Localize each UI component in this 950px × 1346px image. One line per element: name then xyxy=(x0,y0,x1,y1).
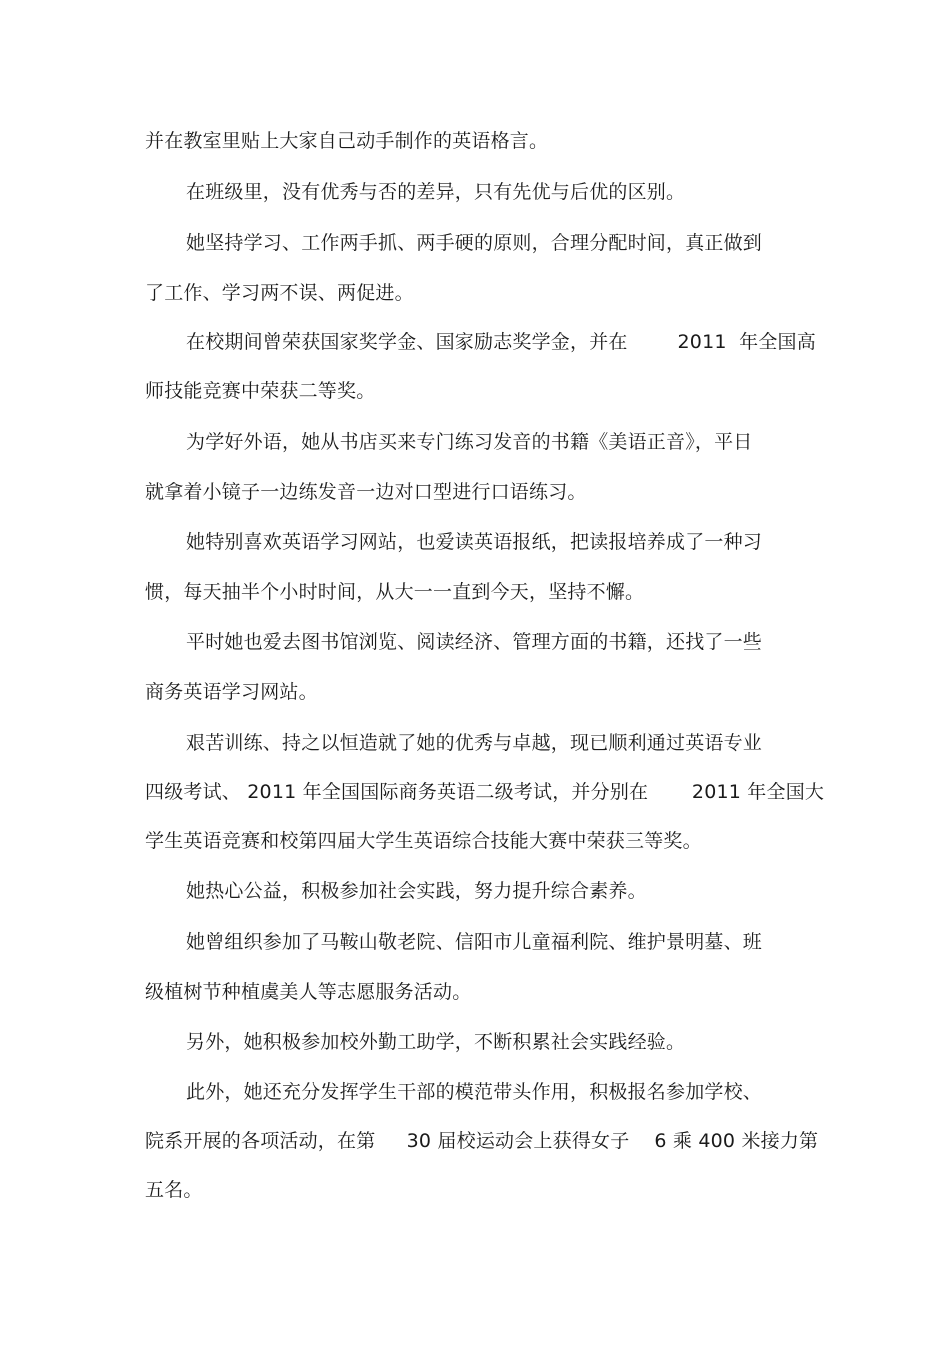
text-line: 师技能竞赛中荣获二等奖。 xyxy=(145,380,376,402)
text-line: 并在教室里贴上大家自己动手制作的英语格言。 xyxy=(145,130,549,152)
text-line: 商务英语学习网站。 xyxy=(145,681,318,703)
text-line: 级植树节种植虞美人等志愿服务活动。 xyxy=(145,981,472,1003)
text-line: 为学好外语，她从书店买来专门练习发音的书籍《美语正音》，平日 xyxy=(186,431,753,453)
text-line: 四级考试、 2011 年全国国际商务英语二级考试，并分别在 2011 年全国大 xyxy=(145,781,825,803)
text-line: 了工作、学习两不误、两促进。 xyxy=(145,282,414,304)
text-line: 她坚持学习、工作两手抓、两手硬的原则，合理分配时间，真正做到 xyxy=(186,232,763,254)
text-line: 就拿着小镜子一边练发音一边对口型进行口语练习。 xyxy=(145,481,587,503)
text-line: 艰苦训练、持之以恒造就了她的优秀与卓越，现已顺利通过英语专业 xyxy=(186,732,763,754)
text-line: 在班级里，没有优秀与否的差异，只有先优与后优的区别。 xyxy=(186,181,686,203)
text-line: 她曾组织参加了马鞍山敬老院、信阳市儿童福利院、维护景明墓、班 xyxy=(186,931,763,953)
text-line: 惯，每天抽半个小时时间，从大一一直到今天，坚持不懈。 xyxy=(145,581,645,603)
text-line: 平时她也爱去图书馆浏览、阅读经济、管理方面的书籍，还找了一些 xyxy=(186,631,763,653)
text-line: 另外，她积极参加校外勤工助学，不断积累社会实践经验。 xyxy=(186,1031,686,1053)
text-line: 五名。 xyxy=(145,1179,203,1201)
text-line: 在校期间曾荣获国家奖学金、国家励志奖学金，并在 2011 年全国高 xyxy=(186,331,816,353)
text-line: 此外，她还充分发挥学生干部的模范带头作用，积极报名参加学校、 xyxy=(186,1081,763,1103)
text-line: 她热心公益，积极参加社会实践，努力提升综合素养。 xyxy=(186,880,647,902)
text-line: 学生英语竞赛和校第四届大学生英语综合技能大赛中荣获三等奖。 xyxy=(145,830,702,852)
text-line: 院系开展的各项活动，在第 30 届校运动会上获得女子 6 乘 400 米接力第 xyxy=(145,1130,819,1152)
text-line: 她特别喜欢英语学习网站，也爱读英语报纸，把读报培养成了一种习 xyxy=(186,531,763,553)
